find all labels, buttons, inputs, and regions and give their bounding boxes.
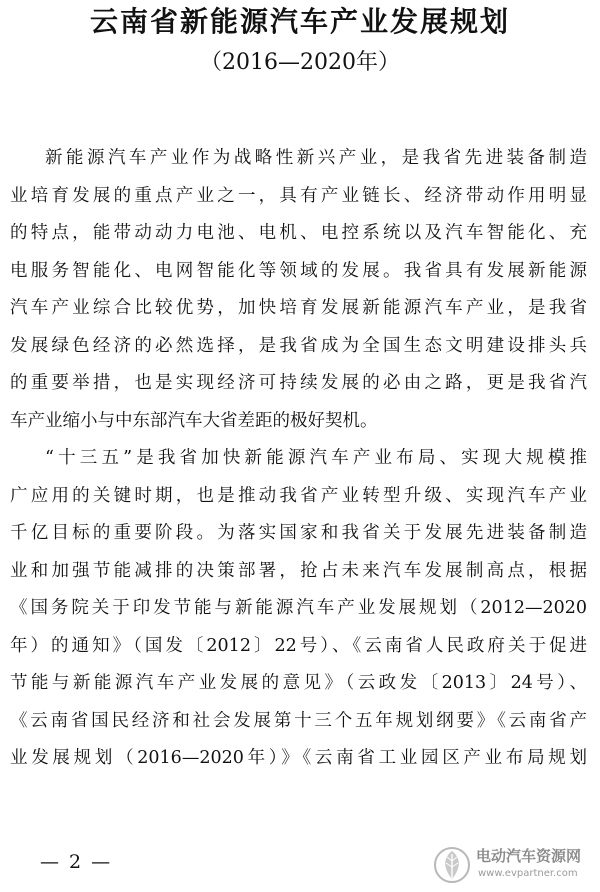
body-line: 新能源汽车产业作为战略性新兴产业，是我省先进装备制造 (45, 148, 587, 168)
body-line: 《云南省国民经济和社会发展第十三个五年规划纲要》《云南省产 (10, 710, 587, 731)
body-line: 广应用的关键时期，也是推动我省产业转型升级、实现汽车产业 (10, 485, 587, 506)
body-line: 业和加强节能减排的决策部署，抢占未来汽车发展制高点，根据 (10, 560, 587, 581)
body-line: 业培育发展的重点产业之一，具有产业链长、经济带动作用明显 (10, 185, 587, 206)
document-body (10, 140, 587, 778)
body-line: 车产业缩小与中东部汽车大省差距的极好契机。 (10, 410, 378, 431)
leaf-logo-icon (432, 845, 472, 885)
body-line: 千亿目标的重要阶段。为落实国家和我省关于发展先进装备制造 (10, 523, 587, 543)
body-line: 的重要举措，也是实现经济可持续发展的必由之路，更是我省汽 (10, 373, 587, 393)
body-line: 业发展规划（2016—2020年）》《云南省工业园区产业布局规划 (10, 748, 587, 768)
body-line: 《国务院关于印发节能与新能源汽车产业发展规划（2012—2020 (10, 598, 587, 618)
watermark-site-name: 电动汽车资源网 (476, 847, 582, 865)
document-title: 云南省新能源汽车产业发展规划 (89, 5, 510, 38)
body-line: 的特点，能带动动力电池、电机、电控系统以及汽车智能化、充 (10, 223, 587, 243)
body-line: 电服务智能化、电网智能化等领域的发展。我省具有发展新能源 (10, 260, 587, 281)
body-line: 汽车产业综合比较优势，加快培育发展新能源汽车产业，是我省 (10, 298, 587, 318)
body-line: 发展绿色经济的必然选择，是我省成为全国生态文明建设排头兵 (10, 335, 587, 356)
body-line: 年）的通知》（国发〔2012〕22号）、《云南省人民政府关于促进 (10, 635, 587, 656)
body-line: “十三五”是我省加快新能源汽车产业布局、实现大规模推 (45, 448, 587, 468)
watermark-url[interactable]: www.evpartner.com (478, 868, 578, 879)
body-line: 节能与新能源汽车产业发展的意见》（云政发〔2013〕24号）、 (10, 673, 587, 693)
page-number: — 2 — (40, 851, 113, 873)
document-subtitle: （2016—2020年） (200, 50, 400, 75)
site-watermark (432, 843, 592, 887)
